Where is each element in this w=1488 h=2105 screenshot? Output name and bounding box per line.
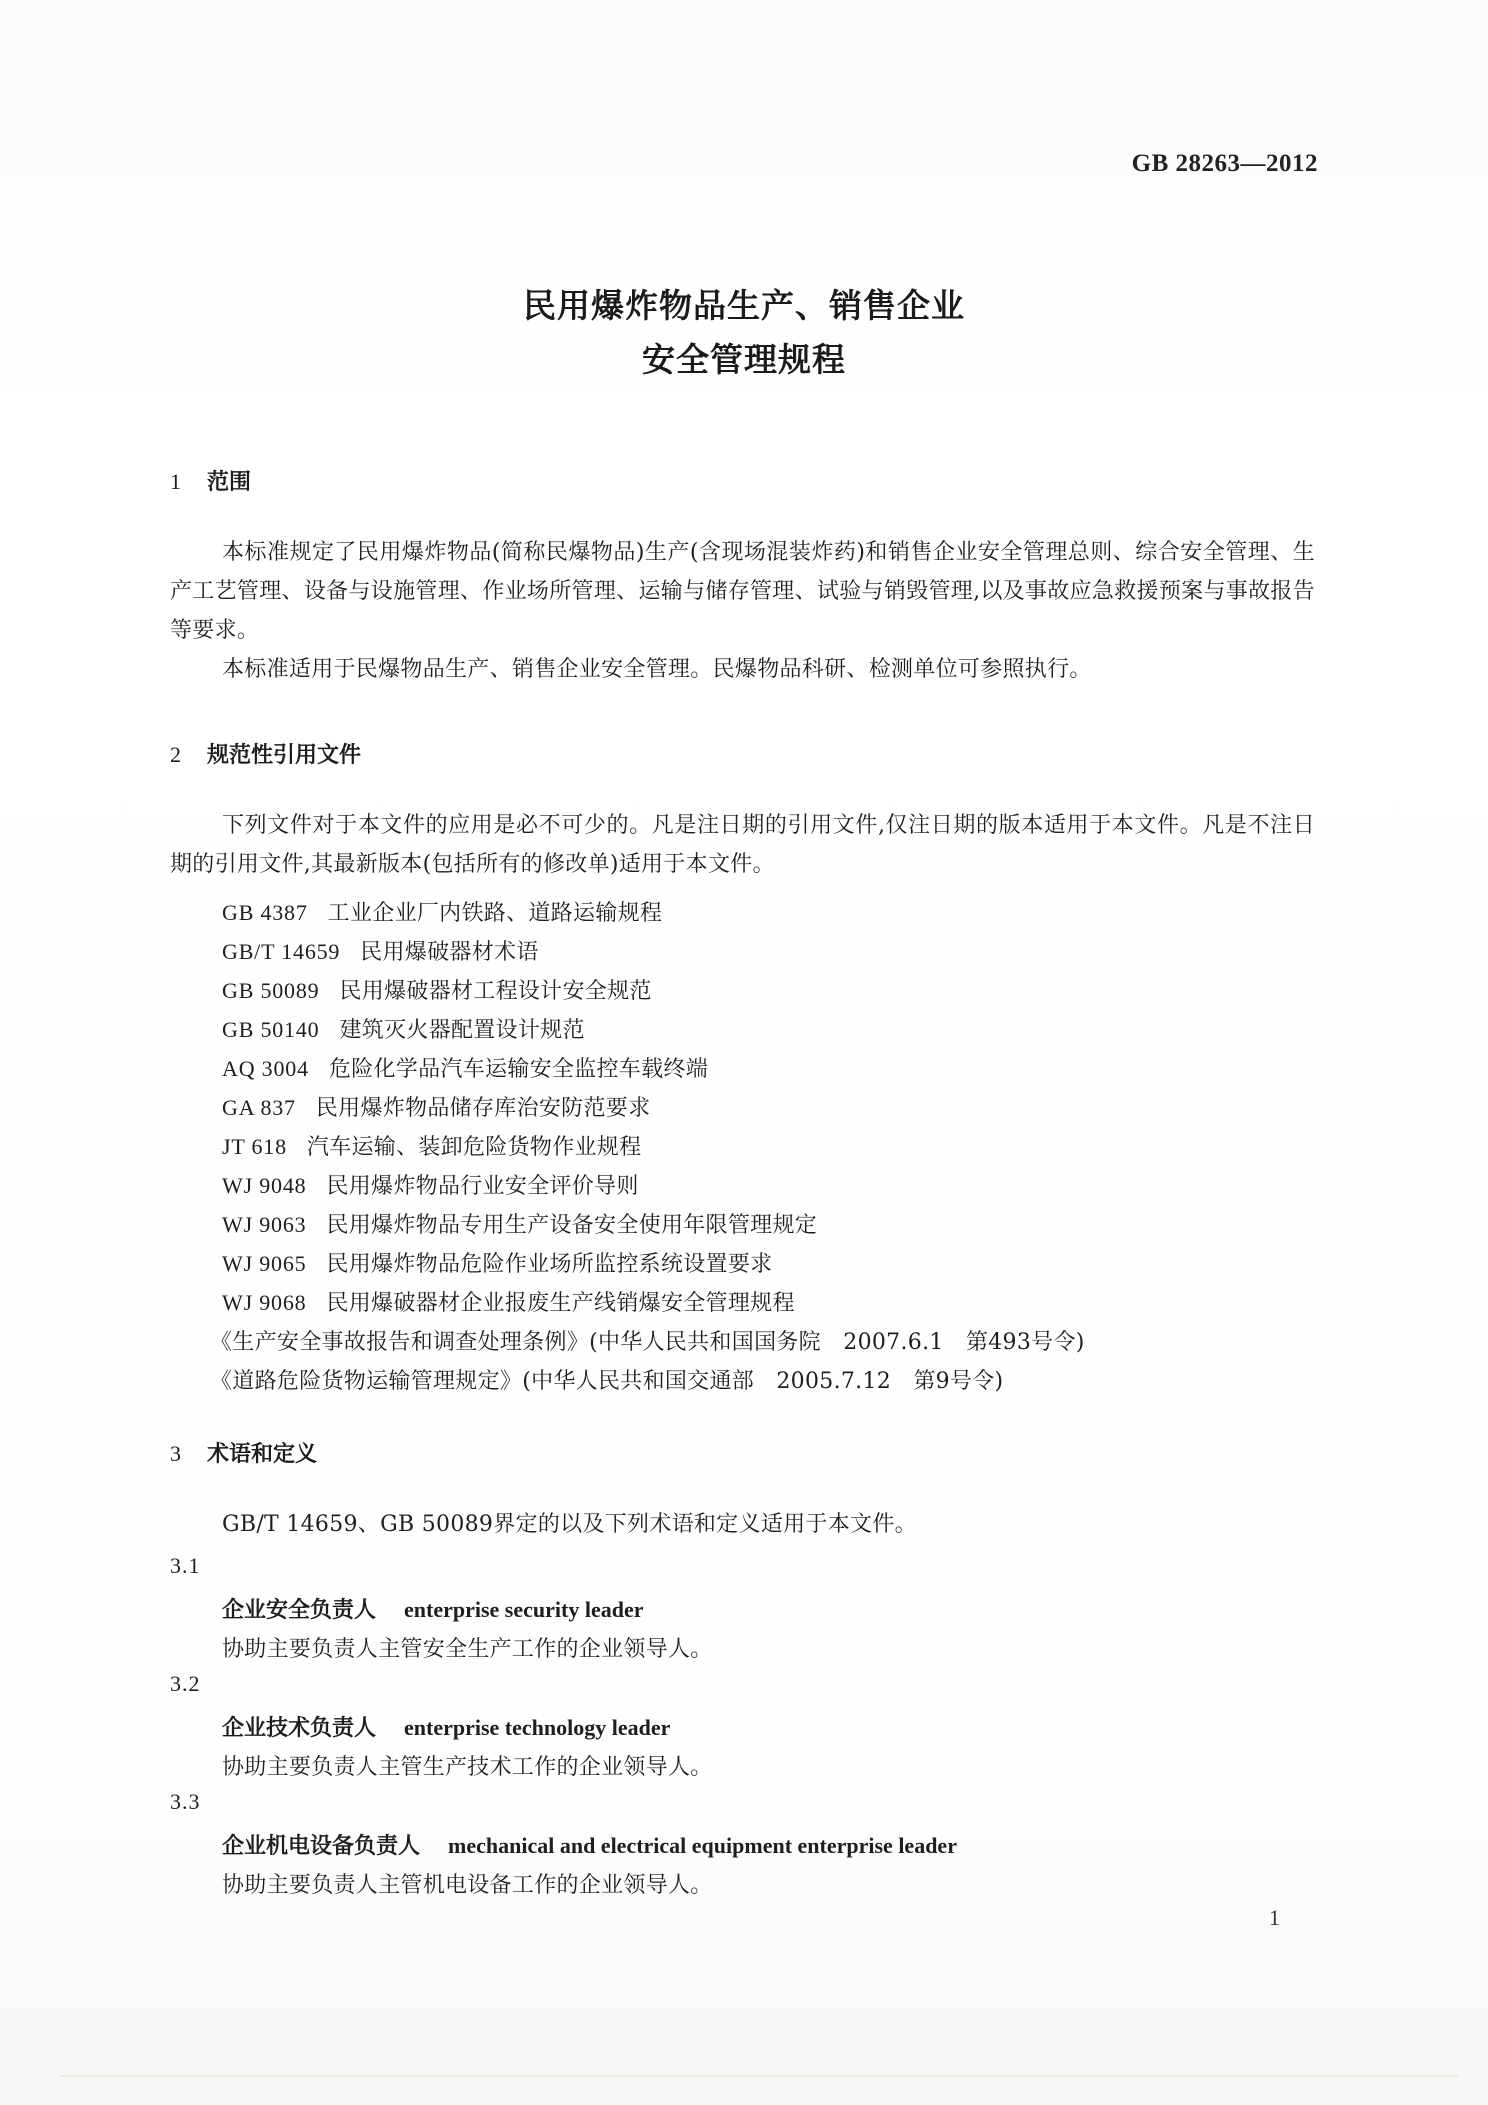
reference-code: GB 4387	[222, 900, 308, 925]
term-zh: 企业机电设备负责人	[222, 1834, 421, 1859]
reference-title: 民用爆炸物品行业安全评价导则	[326, 1174, 639, 1199]
reference-code: AQ 3004	[222, 1056, 309, 1081]
term-entry	[222, 1829, 957, 1860]
term-en: enterprise security leader	[404, 1597, 644, 1622]
reference-item	[222, 1130, 641, 1161]
reference-title: 民用爆破器材企业报废生产线销爆安全管理规程	[326, 1291, 795, 1316]
reference-item	[222, 1286, 795, 1317]
section-1-paragraph-2: 本标准适用于民爆物品生产、销售企业安全管理。民爆物品科研、检测单位可参照执行。	[222, 657, 1092, 682]
document-title-line-1: 民用爆炸物品生产、销售企业	[523, 286, 965, 325]
clause-number: 3.2	[170, 1671, 201, 1696]
section-1-heading	[170, 465, 251, 496]
reference-title: 民用爆炸物品危险作业场所监控系统设置要求	[326, 1252, 773, 1277]
section-number: 3	[170, 1441, 181, 1466]
reference-code: WJ 9068	[222, 1290, 307, 1315]
section-title: 术语和定义	[207, 1442, 318, 1467]
term-definition: 协助主要负责人主管安全生产工作的企业领导人。	[222, 1637, 713, 1662]
page-number: 1	[1269, 1905, 1280, 1930]
term-definition: 协助主要负责人主管机电设备工作的企业领导人。	[222, 1873, 713, 1898]
term-zh: 企业安全负责人	[222, 1598, 377, 1623]
reference-title: 民用爆破器材术语	[360, 940, 539, 965]
term-entry	[222, 1593, 643, 1624]
reference-title: 民用爆炸物品储存库治安防范要求	[315, 1096, 651, 1121]
section-number: 2	[170, 742, 181, 767]
reference-item	[222, 1091, 650, 1122]
reference-code: GB 50089	[222, 978, 320, 1003]
section-2-heading	[170, 738, 361, 769]
reference-item	[222, 1052, 708, 1083]
section-1-paragraph-1: 本标准规定了民用爆炸物品(简称民爆物品)生产(含现场混装炸药)和销售企业安全管理总则、综合安全管理、生产工艺管理、设备与设施管理、作业场所管理、运输与储存管理、试验与销毁管理,以及事故应急救援预案与事故报告等要求。	[170, 540, 1315, 643]
reference-title: 危险化学品汽车运输安全监控车载终端	[328, 1057, 708, 1082]
reference-title: 建筑灭火器配置设计规范	[339, 1018, 585, 1043]
clause-number: 3.3	[170, 1789, 201, 1814]
reference-title: 民用爆炸物品专用生产设备安全使用年限管理规定	[326, 1213, 818, 1238]
scan-edge-divider	[60, 2075, 1458, 2077]
term-zh: 企业技术负责人	[222, 1716, 377, 1741]
clause-number: 3.1	[170, 1553, 201, 1578]
section-title: 范围	[207, 470, 252, 495]
section-3-heading	[170, 1437, 317, 1468]
reference-code: WJ 9065	[222, 1251, 307, 1276]
document-title-line-2: 安全管理规程	[642, 340, 846, 379]
regulation-reference: 《生产安全事故报告和调查处理条例》(中华人民共和国国务院 2007.6.1 第493号令)	[210, 1330, 1085, 1355]
regulation-reference: 《道路危险货物运输管理规定》(中华人民共和国交通部 2005.7.12 第9号令)	[210, 1369, 1004, 1394]
reference-code: WJ 9063	[222, 1212, 307, 1237]
term-en: mechanical and electrical equipment enterprise leader	[448, 1833, 957, 1858]
reference-item	[222, 1169, 639, 1200]
reference-code: WJ 9048	[222, 1173, 307, 1198]
reference-item	[222, 896, 662, 927]
reference-code: JT 618	[222, 1134, 287, 1159]
reference-code: GB 50140	[222, 1017, 320, 1042]
section-2-intro: 下列文件对于本文件的应用是必不可少的。凡是注日期的引用文件,仅注日期的版本适用于本文件。凡是不注日期的引用文件,其最新版本(包括所有的修改单)适用于本文件。	[170, 813, 1315, 877]
reference-title: 民用爆破器材工程设计安全规范	[339, 979, 652, 1004]
term-entry	[222, 1711, 670, 1742]
reference-item	[222, 1208, 817, 1239]
standard-number: GB 28263—2012	[1131, 150, 1318, 177]
reference-item	[222, 1013, 585, 1044]
reference-title: 工业企业厂内铁路、道路运输规程	[327, 901, 663, 926]
section-title: 规范性引用文件	[207, 743, 362, 768]
section-number: 1	[170, 469, 181, 494]
reference-item	[222, 935, 539, 966]
section-3-intro: GB/T 14659、GB 50089界定的以及下列术语和定义适用于本文件。	[222, 1512, 917, 1537]
reference-item	[222, 974, 652, 1005]
term-en: enterprise technology leader	[404, 1715, 671, 1740]
reference-title: 汽车运输、装卸危险货物作业规程	[306, 1135, 642, 1160]
reference-code: GA 837	[222, 1095, 296, 1120]
reference-item	[222, 1247, 772, 1278]
term-definition: 协助主要负责人主管生产技术工作的企业领导人。	[222, 1755, 713, 1780]
reference-code: GB/T 14659	[222, 939, 341, 964]
